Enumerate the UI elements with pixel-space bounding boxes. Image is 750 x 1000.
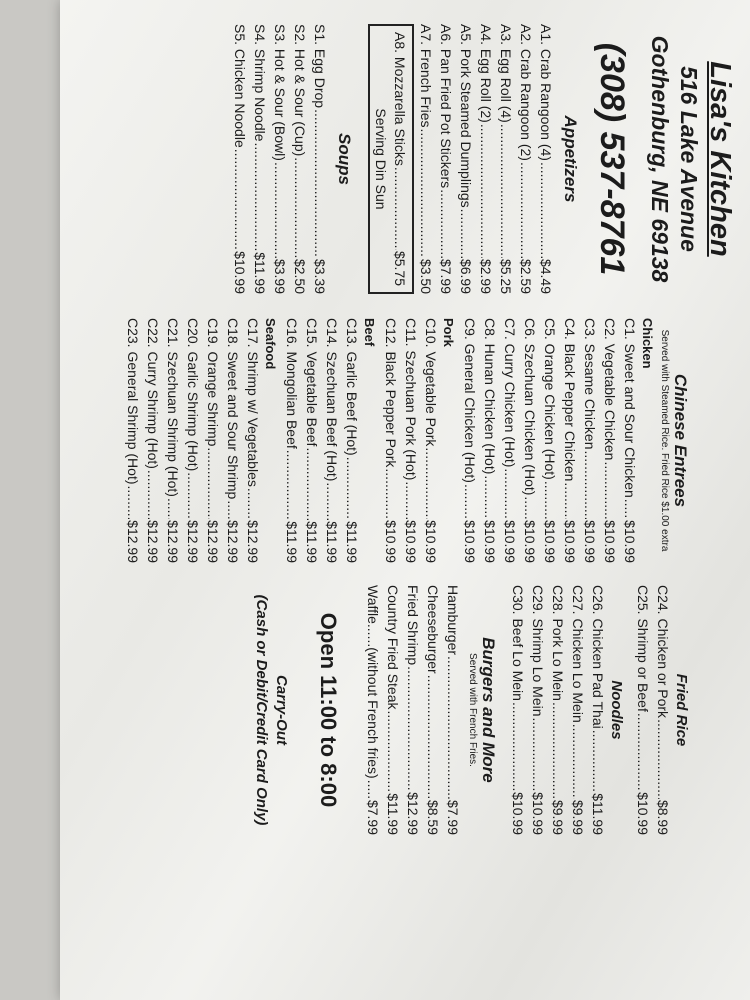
menu-item: C27. Chicken Lo Mein ..... $9.99 — [568, 585, 588, 835]
menu-item: Fried Shrimp ..... $12.99 — [403, 585, 423, 835]
beef-list — [282, 318, 362, 563]
menu-item: C4. Black Pepper Chicken ..... $10.99 — [560, 318, 580, 563]
menu-item: C2. Vegetable Chicken ..... $10.99 — [600, 318, 620, 563]
middle-column — [123, 318, 750, 563]
menu-item: C14. Szechuan Beef (Hot) ..... $11.99 — [322, 318, 342, 563]
menu-item: C12. Black Pepper Pork ..... $10.99 — [381, 318, 401, 563]
menu-item: C16. Mongolian Beef ..... $11.99 — [282, 318, 302, 563]
menu-item: C18. Sweet and Sour Shrimp ..... $12.99 — [223, 318, 243, 563]
seafood-list — [123, 318, 263, 563]
menu-item: Waffle......(without French fries) ..... $7.99 — [363, 585, 383, 835]
chicken-label: Chicken — [640, 318, 655, 369]
menu-item: C29. Shrimp Lo Mein ..... $10.99 — [528, 585, 548, 835]
menu-item: S3. Hot & Sour (Bowl) ..... $3.99 — [270, 24, 290, 294]
appetizers-title: Appetizers — [561, 115, 580, 203]
menu-item: Cheeseburger ..... $8.59 — [423, 585, 443, 835]
menu-item: C1. Sweet and Sour Chicken ..... $10.99 — [620, 318, 640, 563]
mozzarella-box — [368, 24, 414, 294]
menu-item: C13. Garlic Beef (Hot) ..... $11.99 — [342, 318, 362, 563]
entrees-note: Served with Steamed Rice. Fried Rice $1.00 extra — [659, 329, 670, 552]
noodles-list — [508, 585, 608, 835]
appetizers-list — [368, 24, 556, 294]
menu-item: C21. Szechuan Shrimp (Hot) ..... $12.99 — [163, 318, 183, 563]
burgers-note: Served with French Fries. — [467, 653, 478, 767]
menu-item: A4. Egg Roll (2) ..... $2.99 — [476, 24, 496, 294]
menu-item: C26. Chicken Pad Thai ..... $11.99 — [588, 585, 608, 835]
fried-rice-list — [633, 585, 673, 835]
menu-item: C6. Szechuan Chicken (Hot) ..... $10.99 — [520, 318, 540, 563]
menu-sheet — [60, 0, 750, 1000]
menu-item: C17. Shrimp w/ Vegetables ..... $12.99 — [243, 318, 263, 563]
menu-item: S2. Hot & Sour (Cup) ..... $2.50 — [290, 24, 310, 294]
menu-item: C11. Szechuan Pork (Hot) ..... $10.99 — [401, 318, 421, 563]
menu-item: C19. Orange Shrimp ..... $12.99 — [203, 318, 223, 563]
carry-out-note: (Cash or Debit/Credit Card Only) — [253, 594, 270, 826]
menu-item: A7. French Fries ..... $3.50 — [416, 24, 436, 294]
menu-item: Country Fried Steak ..... $11.99 — [383, 585, 403, 835]
menu-item: A6. Pan Fried Pot Stickers ..... $7.99 — [436, 24, 456, 294]
city-address: Gothenburg, NE 69138 — [647, 35, 673, 283]
soups-title: Soups — [335, 133, 354, 185]
menu-item: C3. Sesame Chicken ..... $10.99 — [580, 318, 600, 563]
menu-item: C25. Shrimp or Beef ..... $10.99 — [633, 585, 653, 835]
box-note: Serving Din Sun — [373, 108, 389, 210]
menu-item: A2. Crab Rangoon (2) ..... $2.59 — [516, 24, 536, 294]
menu-item: C15. Vegetable Beef ..... $11.99 — [302, 318, 322, 563]
carry-out-title: Carry-Out — [273, 674, 290, 745]
menu-item: S5. Chicken Noodle ..... $10.99 — [230, 24, 250, 294]
menu-item: A5. Pork Steamed Dumplings ..... $6.99 — [456, 24, 476, 294]
menu-item: C20. Garlic Shrimp (Hot) ..... $12.99 — [183, 318, 203, 563]
chicken-list — [460, 318, 640, 563]
burgers-title: Burgers and More — [479, 637, 498, 783]
menu-paper — [60, 0, 750, 1000]
menu-item: C28. Pork Lo Mein ..... $9.99 — [548, 585, 568, 835]
menu-item: S1. Egg Drop ..... $3.39 — [310, 24, 330, 294]
pork-list — [381, 318, 441, 563]
menu-item: C10. Vegetable Pork ..... $10.99 — [421, 318, 441, 563]
menu-item: C8. Hunan Chicken (Hot) ..... $10.99 — [480, 318, 500, 563]
soups-list — [230, 24, 330, 294]
menu-item: A8. Mozzarella Sticks ..... $5.75 — [390, 32, 410, 286]
menu-item: Hamburger ..... $7.99 — [443, 585, 463, 835]
restaurant-name: Lisa's Kitchen — [704, 61, 736, 257]
menu-item: C23. General Shrimp (Hot) ..... $12.99 — [123, 318, 143, 563]
menu-item: C30. Beef Lo Mein ..... $10.99 — [508, 585, 528, 835]
menu-item: S4. Shrimp Noodle ..... $11.99 — [250, 24, 270, 294]
left-column — [230, 24, 750, 294]
noodles-title: Noodles — [608, 680, 625, 740]
right-column — [251, 585, 750, 835]
menu-item: C22. Curry Shrimp (Hot) ..... $12.99 — [143, 318, 163, 563]
menu-item: C24. Chicken or Pork ..... $8.99 — [653, 585, 673, 835]
hours: Open 11:00 to 8:00 — [316, 612, 341, 808]
menu-item: A1. Crab Rangoon (4) ..... $4.49 — [536, 24, 556, 294]
fried-rice-title: Fried Rice — [673, 673, 690, 747]
pork-label: Pork — [441, 318, 456, 347]
menu-item: C7. Curry Chicken (Hot) ..... $10.99 — [500, 318, 520, 563]
beef-label: Beef — [362, 318, 377, 347]
street-address: 516 Lake Avenue — [676, 66, 702, 252]
menu-item: C5. Orange Chicken (Hot) ..... $10.99 — [540, 318, 560, 563]
menu-item: C9. General Chicken (Hot) ..... $10.99 — [460, 318, 480, 563]
menu-item: A3. Egg Roll (4) ..... $5.25 — [496, 24, 516, 294]
phone-number: (308) 537-8761 — [593, 42, 631, 276]
entrees-title: Chinese Entrees — [671, 373, 690, 508]
burgers-list — [363, 585, 463, 835]
seafood-label: Seafood — [263, 318, 278, 370]
